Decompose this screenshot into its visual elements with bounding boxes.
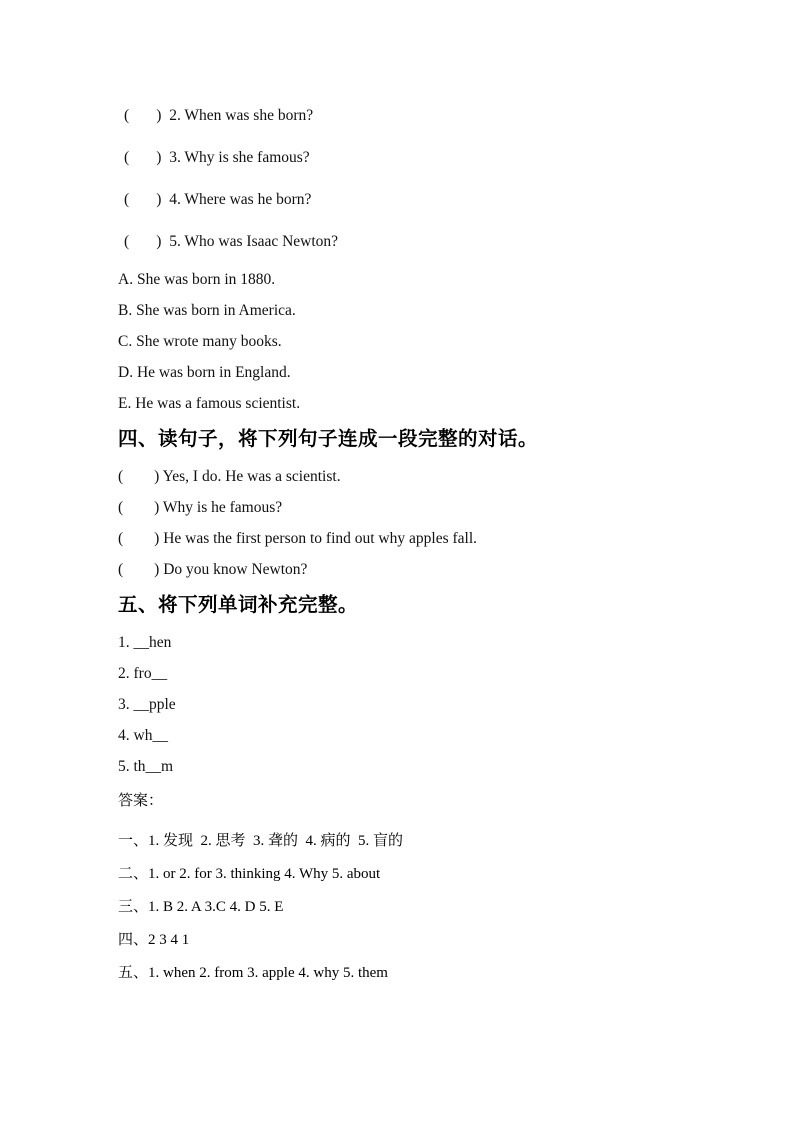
answer-key-line: 三、1. B 2. A 3.C 4. D 5. E xyxy=(118,899,284,915)
section-five-title: 五、将下列单词补充完整。 xyxy=(118,594,359,616)
matching-options-section xyxy=(118,272,733,412)
matching-option: B. She was born in America. xyxy=(118,302,296,319)
answer-key-section xyxy=(118,793,733,982)
answer-key-line: 五、1. when 2. from 3. apple 4. why 5. them xyxy=(118,965,388,981)
word-completion-item: 4. wh__ xyxy=(118,727,168,744)
matching-question: ( ) 5. Who was Isaac Newton? xyxy=(124,233,339,250)
dialogue-sentence: ( ) Yes, I do. He was a scientist. xyxy=(118,468,341,485)
matching-option: D. He was born in England. xyxy=(118,364,291,381)
answer-key-label: 答案： xyxy=(118,793,164,809)
answer-key-line: 一、1. 发现 2. 思考 3. 聋的 4. 病的 5. 盲的 xyxy=(118,833,404,849)
matching-option: C. She wrote many books. xyxy=(118,333,282,350)
section-four xyxy=(118,427,733,578)
matching-question: ( ) 3. Why is she famous? xyxy=(124,149,310,166)
answer-key-line: 四、2 3 4 1 xyxy=(118,932,190,948)
section-five xyxy=(118,593,733,775)
dialogue-sentence: ( ) Why is he famous? xyxy=(118,499,283,516)
dialogue-sentence: ( ) He was the first person to find out why apples fall. xyxy=(118,530,478,547)
matching-question: ( ) 4. Where was he born? xyxy=(124,191,312,208)
matching-questions-section xyxy=(118,108,733,250)
matching-question: ( ) 2. When was she born? xyxy=(124,107,314,124)
word-completion-item: 5. th__m xyxy=(118,758,174,775)
section-five-items xyxy=(118,635,733,775)
dialogue-sentence: ( ) Do you know Newton? xyxy=(118,561,308,578)
matching-option: E. He was a famous scientist. xyxy=(118,395,301,412)
section-four-title: 四、读句子，将下列句子连成一段完整的对话。 xyxy=(118,428,539,450)
word-completion-item: 3. __pple xyxy=(118,696,176,713)
section-four-items xyxy=(118,469,733,578)
answer-key-line: 二、1. or 2. for 3. thinking 4. Why 5. about xyxy=(118,866,381,882)
matching-option: A. She was born in 1880. xyxy=(118,271,276,288)
word-completion-item: 2. fro__ xyxy=(118,665,168,682)
word-completion-item: 1. __hen xyxy=(118,634,172,651)
